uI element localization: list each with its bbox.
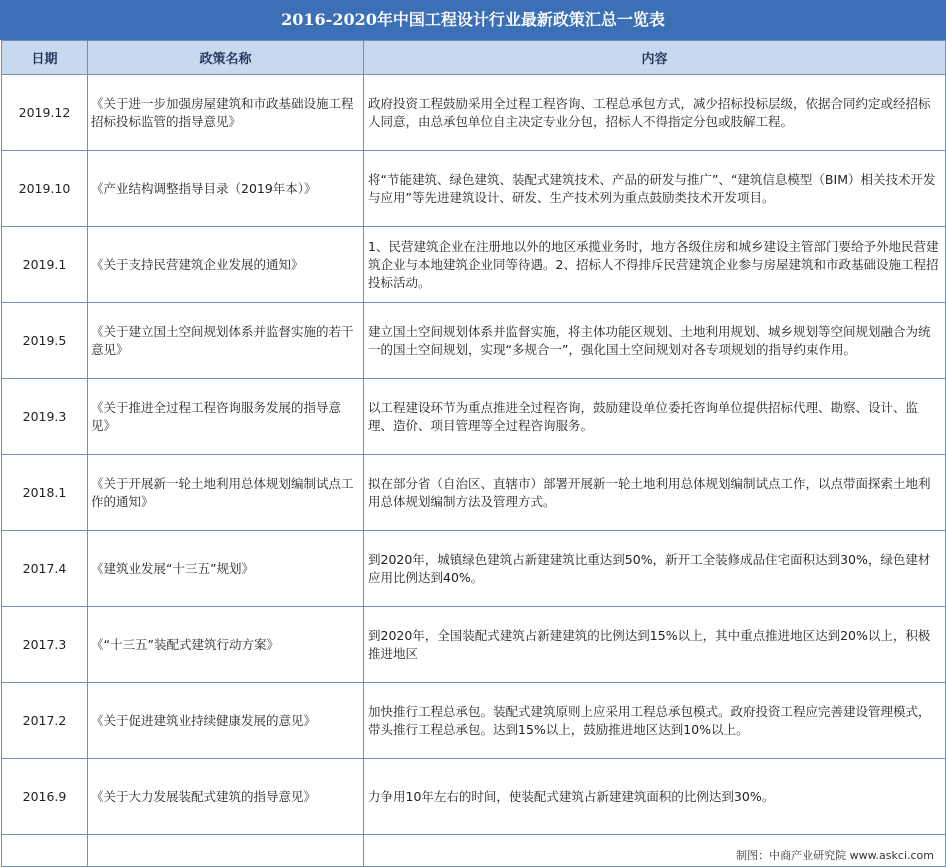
header-content: 内容 [364,41,946,75]
row-policy-name: 《关于支持民营建筑企业发展的通知》 [88,227,364,303]
row-policy-name: 《关于促进建筑业持续健康发展的意见》 [88,683,364,759]
row-content: 以工程建设环节为重点推进全过程咨询，鼓励建设单位委托咨询单位提供招标代理、勘察、设计、监理、造价、项目管理等全过程咨询服务。 [364,379,946,455]
row-date: 2018.1 [2,455,88,531]
row-content: 将“节能建筑、绿色建筑、装配式建筑技术、产品的研发与推广”、“建筑信息模型（BIM）相关技术开发与应用”等先进建筑设计、研发、生产技术列为重点鼓励类技术开发项目。 [364,151,946,227]
row-date: 2019.12 [2,75,88,151]
row-date: 2017.2 [2,683,88,759]
row-policy-name: 《关于大力发展装配式建筑的指导意见》 [88,759,364,835]
table-row [2,683,946,759]
row-content: 到2020年，城镇绿色建筑占新建建筑比重达到50%，新开工全装修成品住宅面积达到30%，绿色建材应用比例达到40%。 [364,531,946,607]
table-row [2,151,946,227]
row-content: 拟在部分省（自治区、直辖市）部署开展新一轮土地利用总体规划编制试点工作，以点带面探索土地利用总体规划编制方法及管理方式。 [364,455,946,531]
row-date: 2019.5 [2,303,88,379]
row-date: 2016.9 [2,759,88,835]
table-row [2,303,946,379]
table-row [2,759,946,835]
row-content: 1、民营建筑企业在注册地以外的地区承揽业务时，地方各级住房和城乡建设主管部门要给予外地民营建筑企业与本地建筑企业同等待遇。2、招标人不得排斥民营建筑企业参与房屋建筑和市政基础设施工程招投标活动。 [364,227,946,303]
table-row [2,607,946,683]
policy-table [1,40,946,867]
table-row [2,75,946,151]
row-content: 政府投资工程鼓励采用全过程工程咨询、工程总承包方式，减少招标投标层级，依据合同约定或经招标人同意，由总承包单位自主决定专业分包，招标人不得指定分包或肢解工程。 [364,75,946,151]
row-policy-name: 《产业结构调整指导目录（2019年本）》 [88,151,364,227]
row-content: 建立国土空间规划体系并监督实施，将主体功能区规划、土地利用规划、城乡规划等空间规划融合为统一的国土空间规划，实现“多规合一”，强化国土空间规划对各专项规划的指导约束作用。 [364,303,946,379]
row-content: 力争用10年左右的时间，使装配式建筑占新建建筑面积的比例达到30%。 [364,759,946,835]
row-policy-name: 《关于推进全过程工程咨询服务发展的指导意见》 [88,379,364,455]
table-row [2,379,946,455]
row-content: 加快推行工程总承包。装配式建筑原则上应采用工程总承包模式。政府投资工程应完善建设管理模式，带头推行工程总承包。达到15%以上，鼓励推进地区达到10%以上。 [364,683,946,759]
empty-cell [2,835,88,867]
row-policy-name: 《“十三五”装配式建筑行动方案》 [88,607,364,683]
row-policy-name: 《关于建立国土空间规划体系并监督实施的若干意见》 [88,303,364,379]
table-row [2,227,946,303]
source-credit: 制图：中商产业研究院 www.askci.com [736,849,934,862]
row-date: 2019.3 [2,379,88,455]
row-policy-name: 《关于进一步加强房屋建筑和市政基础设施工程招标投标监管的指导意见》 [88,75,364,151]
row-date: 2017.3 [2,607,88,683]
table-row [2,455,946,531]
row-policy-name: 《关于开展新一轮土地利用总体规划编制试点工作的通知》 [88,455,364,531]
row-content: 到2020年，全国装配式建筑占新建建筑的比例达到15%以上，其中重点推进地区达到20%以上，积极推进地区 [364,607,946,683]
table-title: 2016-2020年中国工程设计行业最新政策汇总一览表 [0,0,946,40]
row-policy-name: 《建筑业发展“十三五”规划》 [88,531,364,607]
row-date: 2019.10 [2,151,88,227]
header-date: 日期 [2,41,88,75]
header-policy-name: 政策名称 [88,41,364,75]
row-date: 2017.4 [2,531,88,607]
header-row [2,41,946,75]
empty-cell [88,835,364,867]
row-date: 2019.1 [2,227,88,303]
table-row [2,531,946,607]
